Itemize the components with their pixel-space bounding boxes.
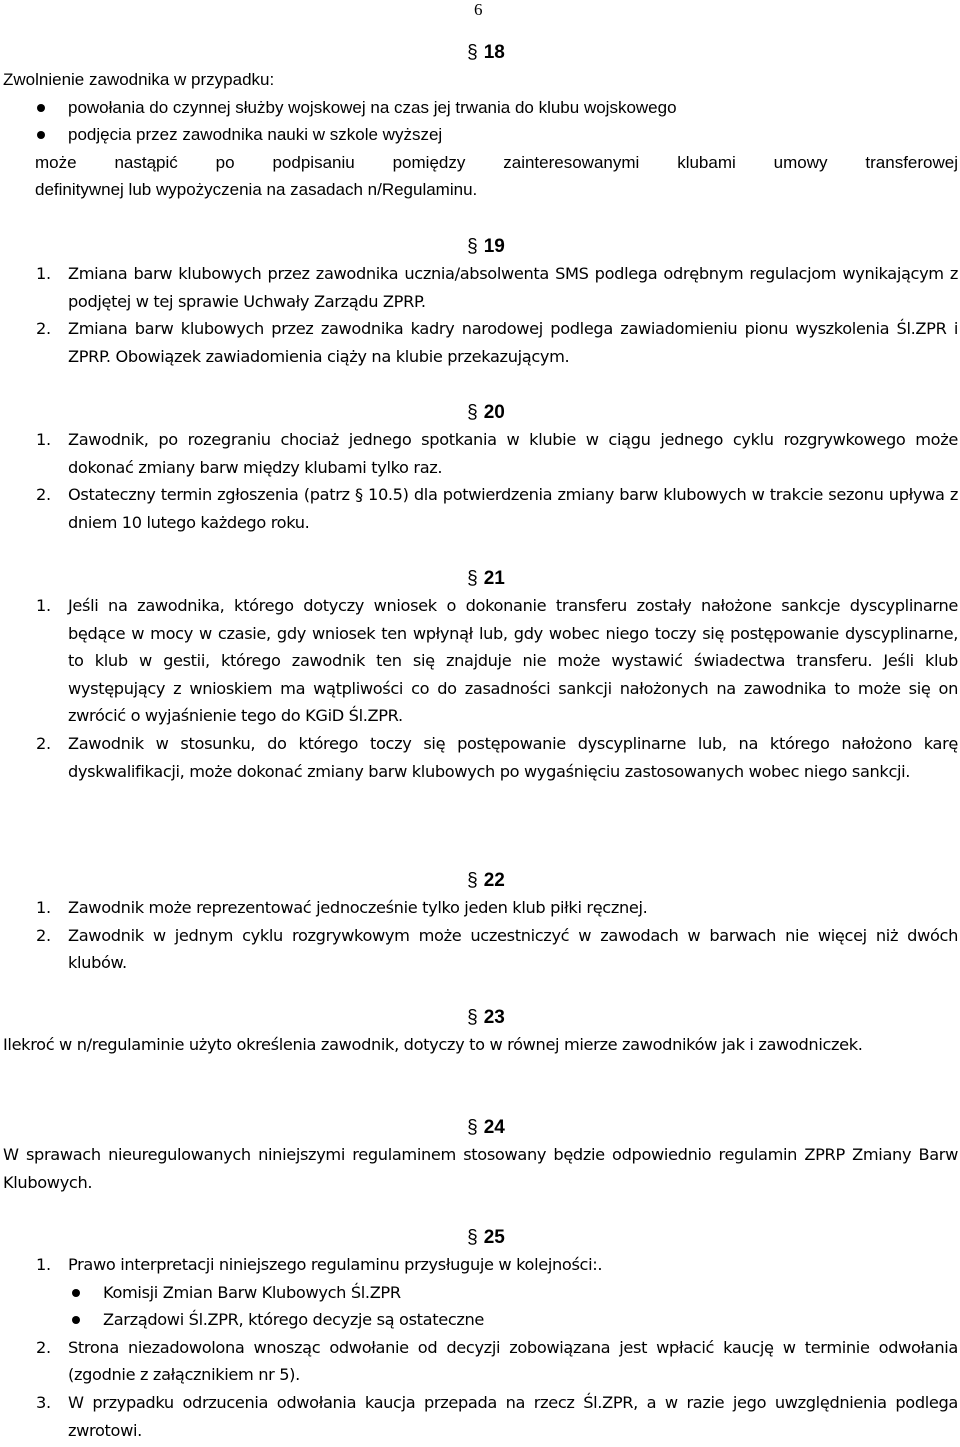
item-number: 2. <box>36 1337 51 1357</box>
list-item <box>0 94 960 122</box>
item-text: Prawo interpretacji niniejszego regulaminu przysługuje w kolejności:. <box>68 1255 603 1274</box>
section-20 <box>0 400 960 536</box>
section-sign: § <box>467 870 478 891</box>
section-22 <box>0 868 960 977</box>
item-number: 1. <box>36 596 51 615</box>
section-text: Ilekroć w n/regulaminie użyto określenia zawodnik, dotyczy to w równej mierze zawodników jak i zawodniczek. <box>3 1035 863 1054</box>
section-sign: § <box>467 1007 478 1028</box>
section-sign: § <box>467 236 478 257</box>
bullet-icon <box>37 104 45 112</box>
item-text: Ostateczny termin zgłoszenia (patrz § 10.5) dla potwierdzenia zmiany barw klubowych w trakcie sezonu upływa z dniem 10 lutego każdego roku. <box>68 485 958 532</box>
item-number: 2. <box>36 319 51 339</box>
bullet-icon <box>37 131 45 139</box>
item-number: 2. <box>36 485 51 505</box>
section-number: 22 <box>483 870 505 891</box>
list-item <box>0 1279 960 1307</box>
section-number: 18 <box>483 42 505 63</box>
list-item <box>0 481 960 536</box>
list-item <box>0 730 960 785</box>
list-item <box>0 121 960 149</box>
list-item <box>0 592 960 730</box>
item-text: Zawodnik może reprezentować jednocześnie tylko jeden klub piłki ręcznej. <box>68 898 648 917</box>
section-text: W sprawach nieuregulowanych niniejszymi regulaminem stosowany będzie odpowiednio regulamin ZPRP Zmiany Barw Klubowych. <box>3 1145 958 1192</box>
section-18 <box>0 40 960 204</box>
section-number: 21 <box>483 568 505 589</box>
list-item <box>0 1251 960 1279</box>
item-text: Strona niezadowolona wnosząc odwołanie od decyzji zobowiązana jest wpłacić kaucję w terminie odwołania (zgodnie z załącznikiem nr 5). <box>68 1337 958 1385</box>
section-number: 24 <box>483 1117 505 1138</box>
list-item <box>0 1389 960 1444</box>
list-item <box>0 894 960 922</box>
section-closing-line: definitywnej lub wypożyczenia na zasadach n/Regulaminu. <box>35 180 478 200</box>
item-number: 1. <box>36 264 51 283</box>
section-heading <box>0 40 960 66</box>
list-item <box>0 315 960 370</box>
section-19 <box>0 234 960 370</box>
section-number: 20 <box>483 402 505 423</box>
section-heading <box>0 234 960 260</box>
section-number: 25 <box>483 1227 505 1248</box>
item-number: 1. <box>36 430 51 449</box>
section-sign: § <box>467 1227 478 1248</box>
list-item <box>0 1334 960 1389</box>
list-item <box>0 260 960 315</box>
section-heading <box>0 1005 960 1031</box>
list-item-text: powołania do czynnej służby wojskowej na czas jej trwania do klubu wojskowego <box>68 97 677 117</box>
item-text: Zawodnik, po rozegraniu chociaż jednego spotkania w klubie w ciągu jednego cyklu rozgrywkowego może dokonać zmiany barw między klubami tylko raz. <box>68 430 958 477</box>
list-item-text: podjęcia przez zawodnika nauki w szkole wyższej <box>68 125 443 145</box>
list-item-text: Komisji Zmian Barw Klubowych Śl.ZPR <box>103 1282 401 1302</box>
item-number: 1. <box>36 898 51 917</box>
section-21 <box>0 566 960 785</box>
page-number: 6 <box>474 0 483 19</box>
item-text: Zawodnik w stosunku, do którego toczy się postępowanie dyscyplinarne lub, na którego nałożono karę dyskwalifikacji, może dokonać zmiany barw klubowych po wygaśnięciu zastosowanych wobec niego sankcji. <box>68 733 958 781</box>
item-number: 2. <box>36 733 51 753</box>
list-item <box>0 1306 960 1334</box>
item-text: Zmiana barw klubowych przez zawodnika ucznia/absolwenta SMS podlega odrębnym regulacjom wynikającym z podjętej w tej sprawie Uchwały Zarządu ZPRP. <box>68 264 958 311</box>
section-sign: § <box>467 42 478 63</box>
section-sign: § <box>467 1117 478 1138</box>
item-number: 1. <box>36 1255 51 1274</box>
section-25 <box>0 1225 960 1444</box>
list-item <box>0 922 960 977</box>
section-intro: Zwolnienie zawodnika w przypadku: <box>3 70 275 89</box>
section-sign: § <box>467 568 478 589</box>
item-text: Zawodnik w jednym cyklu rozgrywkowym może uczestniczyć w zawodach w barwach nie więcej niż dwóch klubów. <box>68 925 958 973</box>
section-heading <box>0 1115 960 1141</box>
list-item <box>0 426 960 481</box>
bullet-icon <box>72 1289 80 1297</box>
section-number: 19 <box>483 236 505 257</box>
item-text: Jeśli na zawodnika, którego dotyczy wniosek o dokonanie transferu zostały nałożone sankcje dyscyplinarne będące w mocy w czasie, gdy wniosek ten wpłynął lub, gdy wobec niego toczy się postępowanie dyscyplinarne, to klub w gestii, którego zawodnik ten się znajduje nie może wystawić świadectwa transferu. Jeśli klub występujący z wnioskiem ma wątpliwości co do zasadności sankcji nałożonych na zawodnika to może się on zwrócić o wyjaśnienie tego do KGiD Śl.ZPR. <box>68 596 958 726</box>
section-number: 23 <box>483 1007 505 1028</box>
item-text: Zmiana barw klubowych przez zawodnika kadry narodowej podlega zawiadomieniu pionu wyszkolenia Śl.ZPR i ZPRP. Obowiązek zawiadomienia ciąży na klubie przekazującym. <box>68 319 958 366</box>
section-heading <box>0 868 960 894</box>
section-sign: § <box>467 402 478 423</box>
bullet-icon <box>72 1316 80 1324</box>
item-number: 2. <box>36 925 51 945</box>
item-text: W przypadku odrzucenia odwołania kaucja przepada na rzecz Śl.ZPR, a w razie jego uwzględnienia podlega zwrotowi. <box>68 1392 958 1440</box>
section-24 <box>0 1115 960 1196</box>
item-number: 3. <box>36 1392 51 1412</box>
section-heading <box>0 400 960 426</box>
section-closing-line: może nastąpić po podpisaniu pomiędzy zainteresowanymi klubami umowy transferowej <box>35 152 958 172</box>
section-heading <box>0 1225 960 1251</box>
list-item-text: Zarządowi Śl.ZPR, którego decyzje są ostateczne <box>103 1310 485 1330</box>
section-heading <box>0 566 960 592</box>
section-23 <box>0 1005 960 1059</box>
